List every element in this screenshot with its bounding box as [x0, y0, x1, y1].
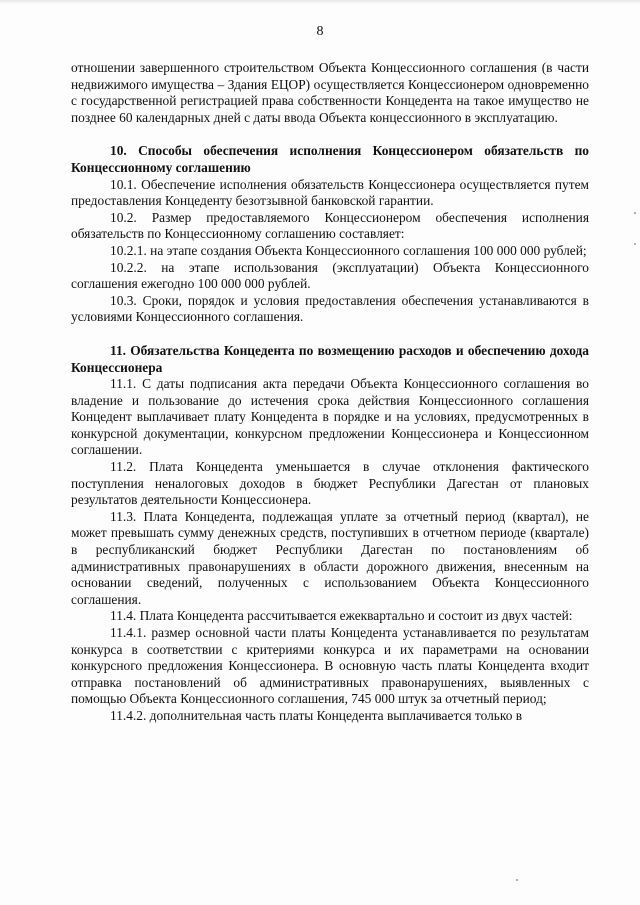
paragraph-11-4: 11.4. Плата Концедента рассчитывается ежеквартально и состоит из двух частей: — [110, 608, 573, 624]
paragraph-11-3: 11.3. Плата Концедента, подлежащая уплате за отчетный период (квартал), не может превышать сумму денежных средств, поступивших в отчетном периоде (квартале) в республиканский бюджет Республики Дагестан по постановлениям об административных правонарушениях в области дорожного движения, внесенным на основании сведений, полученных с использованием Объекта Концессионного соглашения. — [71, 508, 589, 607]
page-number: 8 — [316, 24, 324, 39]
paragraph-10-2: 10.2. Размер предоставляемого Концессионером обеспечения исполнения обязательств по Концессионному соглашению составляет: — [71, 209, 589, 242]
paragraph-11-4-2: 11.4.2. дополнительная часть платы Концедента выплачивается только в — [110, 707, 523, 723]
paragraph-continuation: отношении завершенного строительством Объекта Концессионного соглашения (в части недвижимого имущества – Здания ЕЦОР) осуществляется Концессионером одновременно с государственной регистрацией права собственности Концедента на такое имущество не позднее 60 календарных дней с даты ввода Объекта концессионного в эксплуатацию. — [71, 60, 589, 125]
scan-edge-shadow — [0, 0, 640, 4]
paragraph-11-4-1: 11.4.1. размер основной части платы Концедента устанавливается по результатам конкурса в соответствии с критериями конкурса и их параметрами на основании конкурсного предложения Концессионера. В основную часть платы Концедента входит отправка постановлений об административных правонарушениях, выявленных с помощью Объекта Концессионного соглашения, 745 000 штук за отчетный период; — [71, 625, 589, 707]
paragraph-10-2-2: 10.2.2. на этапе использования (эксплуатации) Объекта Концессионного соглашения ежегодно 100 000 000 рублей. — [71, 259, 589, 292]
scan-speck — [634, 243, 636, 245]
scan-speck — [634, 212, 636, 214]
document-body — [71, 60, 589, 725]
paragraph-10-1: 10.1. Обеспечение исполнения обязательств Концессионера осуществляется путем предоставления Концеденту безотзывной банковской гарантии. — [71, 176, 589, 209]
paragraph-10-3: 10.3. Сроки, порядок и условия предоставления обеспечения устанавливаются в условиями Концессионного соглашения. — [71, 292, 589, 325]
paragraph-11-2: 11.2. Плата Концедента уменьшается в случае отклонения фактического поступления неналоговых доходов в бюджет Республики Дагестан от плановых результатов деятельности Концессионера. — [71, 459, 589, 508]
section-heading-10: 10. Способы обеспечения исполнения Концессионером обязательств по Концессионному соглашению — [71, 143, 589, 175]
section-heading-11: 11. Обязательства Концедента по возмещению расходов и обеспечению дохода Концессионера — [71, 342, 589, 375]
paragraph-11-1: 11.1. С даты подписания акта передачи Объекта Концессионного соглашения во владение и пользование до истечения срока действия Концессионного соглашения Концедент выплачивает плату Концедента в порядке и на условиях, предусмотренных в конкурсной документации, конкурсном предложении Концессионера и Концессионном соглашении. — [71, 376, 589, 458]
paragraph-10-2-1: 10.2.1. на этапе создания Объекта Концессионного соглашения 100 000 000 рублей; — [110, 242, 587, 258]
scan-speck — [516, 879, 518, 881]
